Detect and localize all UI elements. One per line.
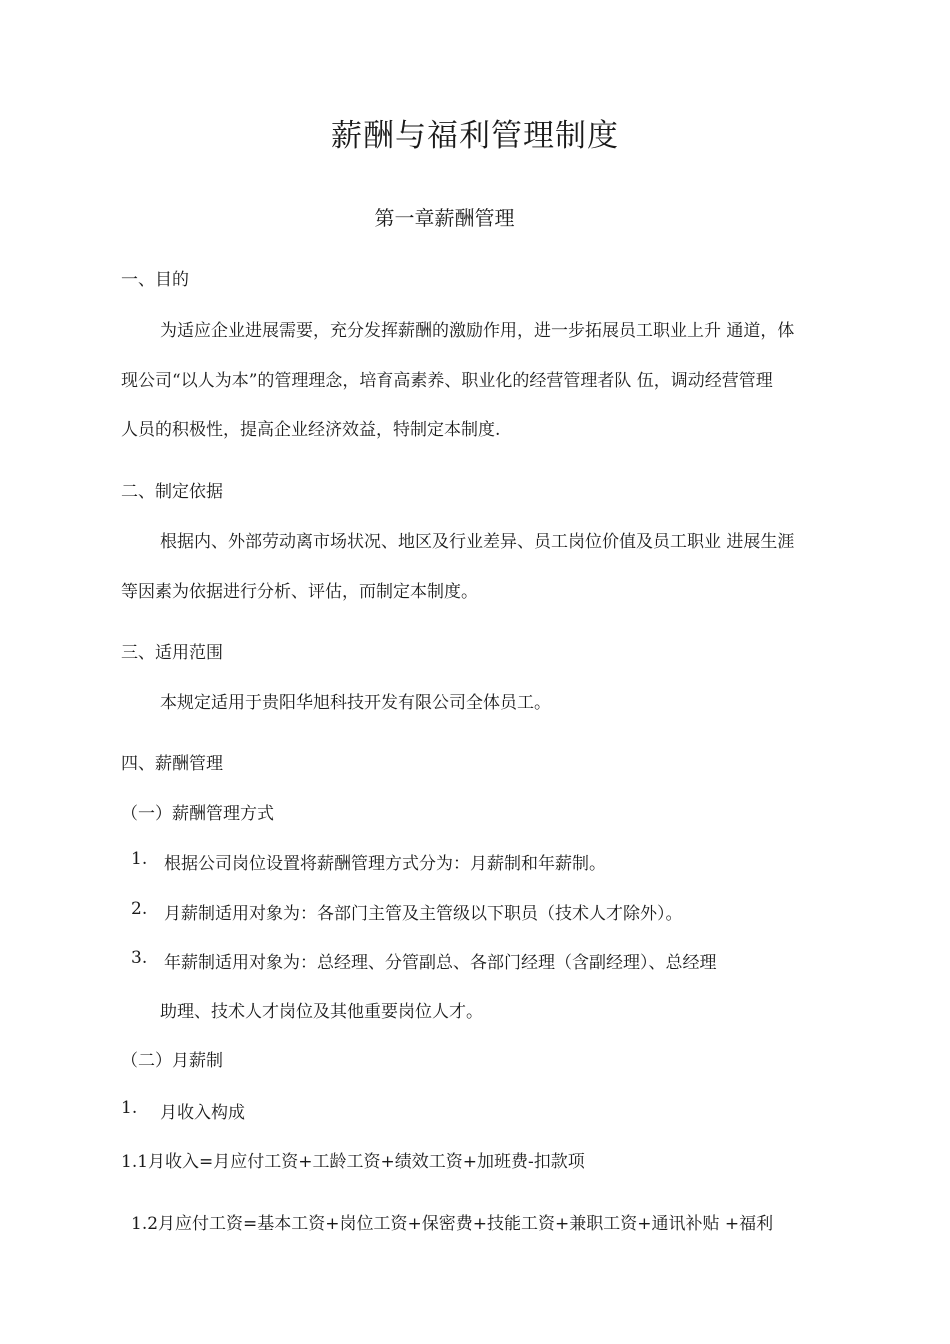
- monthly-item-number: 1.: [121, 1098, 138, 1118]
- purpose-line-1: 为适应企业进展需要，充分发挥薪酬的激励作用，进一步拓展员工职业上升 通道，体: [160, 321, 795, 341]
- section-heading-basis: 二、制定依据: [121, 482, 223, 502]
- document-title: 薪酬与福利管理制度: [331, 118, 619, 154]
- list-item-continuation: 助理、技术人才岗位及其他重要岗位人才。: [160, 1002, 483, 1022]
- list-item-text: 根据公司岗位设置将薪酬管理方式分为：月薪制和年薪制。: [164, 854, 606, 874]
- monthly-item-title: 月收入构成: [160, 1103, 245, 1123]
- chapter-title: 第一章薪酬管理: [374, 206, 515, 230]
- basis-line-1: 根据内、外部劳动离市场状况、地区及行业差异、员工岗位价值及员工职业 进展生涯: [160, 532, 795, 552]
- section-heading-salary: 四、薪酬管理: [121, 754, 223, 774]
- section-heading-scope: 三、适用范围: [121, 643, 223, 663]
- scope-line-1: 本规定适用于贵阳华旭科技开发有限公司全体员工。: [160, 693, 551, 713]
- section-heading-purpose: 一、目的: [121, 270, 189, 290]
- list-item-text: 年薪制适用对象为：总经理、分管副总、各部门经理（含副经理）、总经理: [164, 953, 717, 973]
- list-item-number: 2.: [131, 899, 148, 919]
- basis-line-2: 等因素为依据进行分析、评估，而制定本制度。: [121, 582, 478, 602]
- purpose-line-2: 现公司“以人为本”的管理理念，培育高素养、职业化的经营管理者队 伍，调动经营管理: [121, 371, 773, 391]
- subsection-heading-mode: （一）薪酬管理方式: [121, 804, 274, 824]
- list-item-number: 1.: [131, 849, 148, 869]
- list-item-number: 3.: [131, 948, 148, 968]
- formula-monthly-payable: 1.2月应付工资=基本工资+岗位工资+保密费+技能工资+兼职工资+通讯补贴 +福利: [131, 1214, 774, 1234]
- subsection-heading-monthly: （二）月薪制: [121, 1051, 223, 1071]
- list-item-text: 月薪制适用对象为：各部门主管及主管级以下职员（技术人才除外）。: [164, 904, 683, 924]
- formula-monthly-income: 1.1月收入=月应付工资+工龄工资+绩效工资+加班费-扣款项: [121, 1152, 585, 1172]
- purpose-line-3: 人员的积极性，提高企业经济效益，特制定本制度.: [121, 420, 501, 440]
